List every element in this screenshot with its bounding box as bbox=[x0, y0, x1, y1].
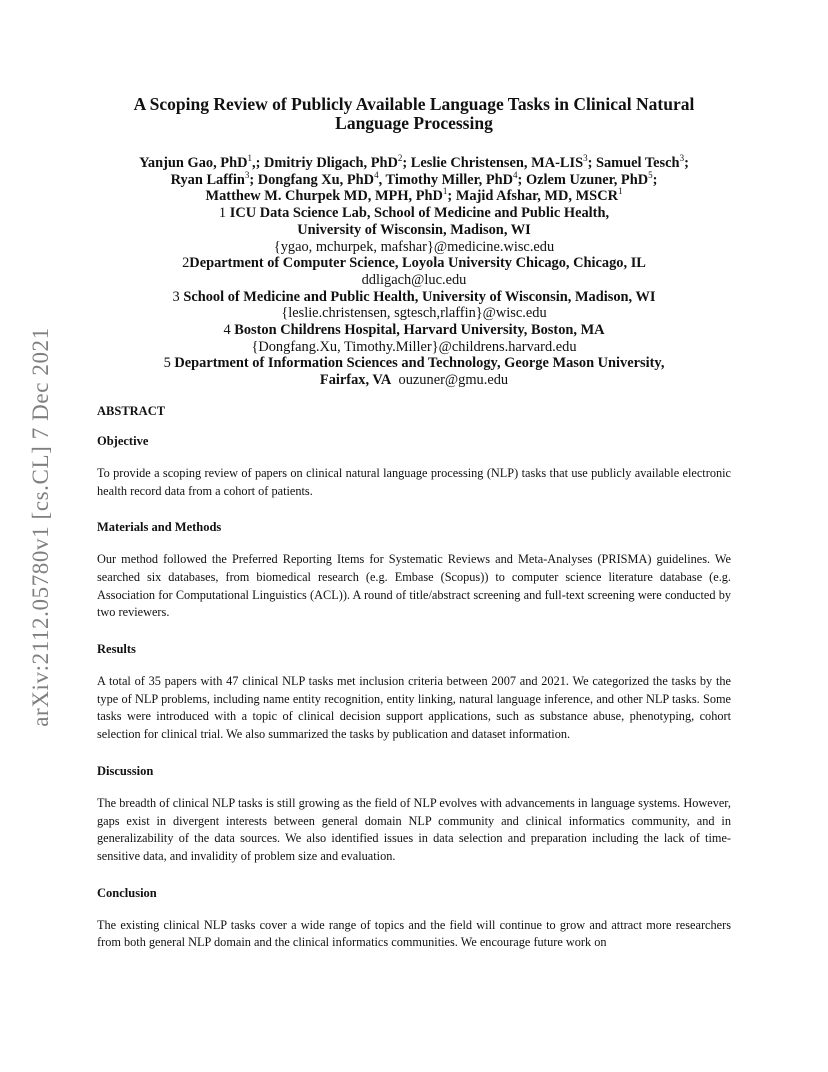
author-name: Ozlem Uzuner, PhD bbox=[525, 171, 649, 188]
author-name: Leslie Christensen, MA-LIS bbox=[410, 155, 584, 171]
affiliation-number: 4 bbox=[223, 322, 235, 339]
methods-paragraph: Our method followed the Preferred Reporting Items for Systematic Reviews and Meta-Analyses (PRISMA) guidelines. We searched six databases, from biomedical research (e.g. Embase (Scopus)) to computer science literature database (e.g. Association for Computational Linguistics (ACL)). A round of title/abstract screening and full-text screening were conducted by two reviewers. bbox=[97, 552, 731, 620]
affiliation-2 bbox=[97, 255, 731, 272]
author-block bbox=[97, 155, 731, 389]
author-name: Ryan Laffin bbox=[170, 171, 245, 188]
affiliation-3-email: {leslie.christensen, sgtesch,rlaffin}@wisc.edu bbox=[281, 305, 547, 322]
author-separator: ; bbox=[402, 155, 411, 171]
author-affiliation-mark: 3 bbox=[244, 169, 250, 180]
affiliation-name: Department of Computer Science, Loyola University Chicago, Chicago, IL bbox=[189, 255, 646, 272]
author-affiliation-mark: 1 bbox=[617, 186, 623, 197]
author-affiliation-mark: 4 bbox=[374, 169, 379, 180]
paper-first-page bbox=[97, 95, 731, 952]
methods-heading: Materials and Methods bbox=[97, 520, 222, 535]
discussion-heading: Discussion bbox=[97, 763, 154, 778]
affiliation-5-line-2 bbox=[97, 372, 731, 389]
affiliation-4-email: {Dongfang.Xu, Timothy.Miller}@childrens.harvard.edu bbox=[251, 338, 577, 355]
author-separator: , bbox=[378, 171, 386, 188]
discussion-paragraph: The breadth of clinical NLP tasks is still growing as the field of NLP evolves with advancements in language systems. However, gaps exist in divergent interests between general domain NLP community and clinical informatics community, and in generalizability of the data sources. We also identified issues in data selection and preparation including the lack of time-sensitive data, and invalidity of problem size and evaluation. bbox=[97, 795, 731, 863]
author-separator: ; bbox=[517, 171, 526, 188]
author-separator: ; bbox=[447, 188, 456, 205]
title-line-2: Language Processing bbox=[335, 113, 493, 133]
author-separator: ,; bbox=[252, 155, 264, 171]
affiliation-location: Fairfax, VA bbox=[319, 372, 392, 389]
affiliation-1-email: {ygao, mchurpek, mafshar}@medicine.wisc.edu bbox=[273, 238, 555, 255]
affiliation-1 bbox=[97, 205, 731, 222]
title-line-1: A Scoping Review of Publicly Available Language Tasks in Clinical Natural bbox=[133, 94, 695, 114]
author-line-2 bbox=[97, 169, 731, 189]
arxiv-identifier-stamp bbox=[18, 292, 64, 762]
affiliation-number: 5 bbox=[163, 355, 175, 372]
conclusion-paragraph: The existing clinical NLP tasks cover a wide range of topics and the field will continue to grow and attract more researchers from both general NLP domain and the clinical informatics communities. We encourage future work on bbox=[97, 917, 731, 950]
affiliation-5 bbox=[97, 355, 731, 372]
affiliation-name: ICU Data Science Lab, School of Medicine and Public Health, bbox=[229, 205, 610, 222]
author-name: Majid Afshar, MD, MSCR bbox=[455, 188, 618, 205]
affiliation-number: 3 bbox=[172, 288, 184, 305]
results-paragraph: A total of 35 papers with 47 clinical NLP tasks met inclusion criteria between 2007 and 2021. We categorized the tasks by the type of NLP problems, including name entity recognition, entity linking, natural language inference, and other NLP tasks. Some tasks were introduced with a topic of clinical decision support applications, such as substance abuse, phenotyping, cohort selection for clinical trial. We also summarized the tasks by publication and dataset information. bbox=[97, 674, 731, 742]
author-separator: ; bbox=[249, 171, 258, 188]
arxiv-id-text: arXiv:2112.05780v1 [cs.CL] 7 Dec 2021 bbox=[28, 327, 53, 727]
results-heading: Results bbox=[97, 642, 136, 657]
author-separator: ; bbox=[652, 171, 658, 188]
author-name: Timothy Miller, PhD bbox=[385, 171, 514, 188]
abstract-heading: ABSTRACT bbox=[97, 403, 166, 418]
affiliation-2-email: ddligach@luc.edu bbox=[361, 271, 467, 288]
affiliation-3 bbox=[97, 289, 731, 306]
affiliation-name: School of Medicine and Public Health, University of Wisconsin, Madison, WI bbox=[183, 288, 656, 305]
affiliation-5-email: ouzuner@gmu.edu bbox=[398, 372, 509, 389]
author-separator: ; bbox=[587, 155, 596, 171]
author-name: Samuel Tesch bbox=[595, 155, 680, 171]
objective-heading: Objective bbox=[97, 433, 149, 448]
author-line-3 bbox=[97, 188, 731, 205]
author-affiliation-mark: 3 bbox=[583, 153, 588, 164]
author-affiliation-mark: 3 bbox=[679, 153, 685, 164]
author-affiliation-mark: 2 bbox=[397, 153, 403, 164]
affiliation-name: Department of Information Sciences and Technology, George Mason University, bbox=[174, 355, 665, 372]
objective-paragraph: To provide a scoping review of papers on clinical natural language processing (NLP) tasks that use publicly available electronic health record data from a cohort of patients. bbox=[97, 465, 731, 498]
author-name: Yanjun Gao, PhD bbox=[139, 155, 248, 171]
author-separator: ; bbox=[684, 155, 689, 171]
conclusion-heading: Conclusion bbox=[97, 885, 157, 900]
affiliation-4 bbox=[97, 322, 731, 339]
paper-title bbox=[97, 95, 731, 133]
affiliation-number: 1 bbox=[218, 205, 230, 222]
author-affiliation-mark: 1 bbox=[442, 186, 448, 197]
author-line-1 bbox=[97, 155, 731, 172]
affiliation-number: 2 bbox=[182, 255, 190, 272]
author-name: Dongfang Xu, PhD bbox=[257, 171, 375, 188]
affiliation-name: Boston Childrens Hospital, Harvard University, Boston, MA bbox=[234, 322, 605, 339]
author-name: Dmitriy Dligach, PhD bbox=[264, 155, 398, 171]
author-affiliation-mark: 4 bbox=[513, 169, 518, 180]
author-affiliation-mark: 1 bbox=[247, 153, 252, 164]
author-name: Matthew M. Churpek MD, MPH, PhD bbox=[205, 188, 443, 205]
affiliation-1-line-2: University of Wisconsin, Madison, WI bbox=[297, 221, 531, 238]
author-affiliation-mark: 5 bbox=[648, 169, 653, 180]
